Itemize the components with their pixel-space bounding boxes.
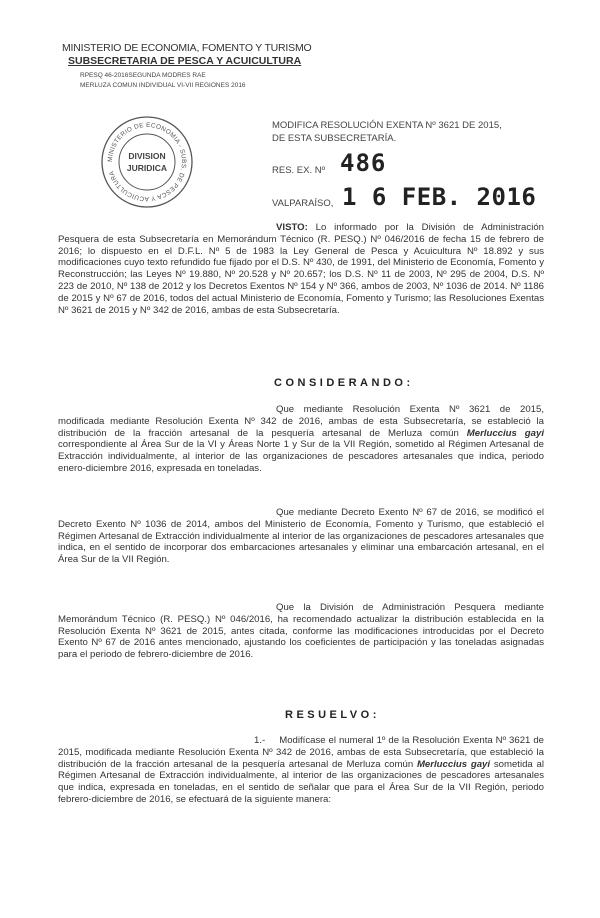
considerando-paragraph-1: Que mediante Resolución Exenta Nº 3621 de 2015, modificada mediante Resolución Exenta Nº 342 de 2016, ambas de esta Subsecretaría, se estableció la distribución de la fracción artesanal de la pesquería artesanal de Merluza común Merluccius gayi correspondiente al Área Sur de la VI y Áreas Norte 1 y Sur de la VII Región, sometido al Régimen Artesanal de Extracción individualmente, al interior de las organizaciones de pescadores artesanales que indica, periodo enero-diciembre 2016, expresada en toneladas.: [58, 404, 544, 474]
seal-ring-text: MINISTERIO DE ECONOMIA - SUBS. DE PESCA Y ACUICULTURA: [106, 121, 188, 203]
item-number: 1.-: [254, 735, 266, 746]
species-name: Merluccius gayi: [416, 758, 491, 770]
resolution-number-stamp: 486: [340, 149, 387, 177]
internal-reference-line-2: MERLUZA COMUN INDIVIDUAL VI-VII REGIONES 2016: [80, 82, 246, 89]
subject-line-2: DE ESTA SUBSECRETARÍA.: [272, 133, 397, 144]
species-name: Merluccius gayi: [466, 427, 544, 439]
subsecretaria-name: SUBSECRETARIA DE PESCA Y ACUICULTURA: [68, 55, 302, 67]
resolution-label: RES. EX. Nº: [272, 165, 326, 176]
internal-reference-line-1: RPESQ 46-2016SEGUNDA MODRES RAE: [80, 72, 206, 79]
considerando-heading: CONSIDERANDO:: [274, 377, 414, 389]
considerando-paragraph-2: Que mediante Decreto Exento Nº 67 de 2016, se modificó el Decreto Exento Nº 1036 de 2014, ambos del Ministerio de Economía, Fomento y Turismo, que estableció el Régimen Artesanal de Extracción individualmente al interior de las organizaciones de pescadores artesanales que indica, en el sentido de incorporar dos embarcaciones artesanales y eliminar una embarcación artesanal, en el Área Sur de la VII Región.: [58, 507, 544, 566]
resuelvo-item-1: 1.- Modifícase el numeral 1º de la Resolución Exenta Nº 3621 de 2015, modificada mediante Resolución Exenta Nº 342 de 2016, ambas de esta Subsecretaría, que estableció la distribución de la fracción artesanal de la pesquería artesanal de Merluza común Merluccius gayi sometida al Régimen Artesanal de Extracción individualmente, al interior de las organizaciones de pescadores artesanales que indica, expresada en toneladas, en el sentido de señalar que para el Área Sur de la VII Región, periodo febrero-diciembre de 2016, se efectuará de la siguiente manera:: [58, 735, 544, 805]
considerando-paragraph-3: Que la División de Administración Pesquera mediante Memorándum Técnico (R. PESQ.) Nº 046/2016, ha recomendado actualizar la distribución establecida en la Resolución Exenta Nº 3621 de 2015, antes citada, conforme las modificaciones introducidas por el Decreto Exento Nº 67 de 2016 antes mencionado, ajustando los coeficientes de participación y las toneladas asignadas para el periodo de febrero-diciembre de 2016.: [58, 602, 544, 661]
seal-center-line-1: DIVISION: [128, 151, 166, 161]
place-label: VALPARAÍSO,: [272, 198, 334, 209]
visto-text: Lo informado por la División de Administración Pesquera de esta Subsecretaría en Memorándum Técnico (R. PESQ.) Nº 046/2016 de fecha 15 de febrero de 2016; lo dispuesto en el D.F.L. Nº 5 de 1983 la Ley General de Pesca y Acuicultura Nº 18.892 y sus modificaciones cuyo texto refundido fue fijado por el D.S. Nº 430, de 1991, del Ministerio de Economía, Fomento y Reconstrucción; las Leyes Nº 19.880, Nº 20.528 y Nº 20.657; los D.S. Nº 11 de 2003, Nº 295 de 2004, D.S. Nº 223 de 2010, Nº 138 de 2012 y los Decretos Exentos Nº 154 y Nº 366, ambos de 2003, Nº 1036 de 2014. Nº 1186 de 2015 y Nº 67 de 2016, todos del actual Ministerio de Economía, Fomento y Turismo; las Resoluciones Exentas Nº 3621 de 2015 y Nº 342 de 2016, ambas de esta Subsecretaría.: [58, 222, 544, 316]
division-juridica-seal: [100, 115, 194, 209]
subject-line-1: MODIFICA RESOLUCIÓN EXENTA Nº 3621 DE 2015,: [272, 120, 502, 131]
ministry-name: MINISTERIO DE ECONOMIA, FOMENTO Y TURISMO: [62, 42, 312, 54]
visto-paragraph: [58, 222, 544, 316]
visto-lead: VISTO:: [276, 222, 308, 233]
date-stamp: 1 6 FEB. 2016: [342, 183, 537, 211]
seal-center-line-2: JURIDICA: [126, 163, 168, 173]
resuelvo-heading: RESUELVO:: [285, 709, 380, 721]
